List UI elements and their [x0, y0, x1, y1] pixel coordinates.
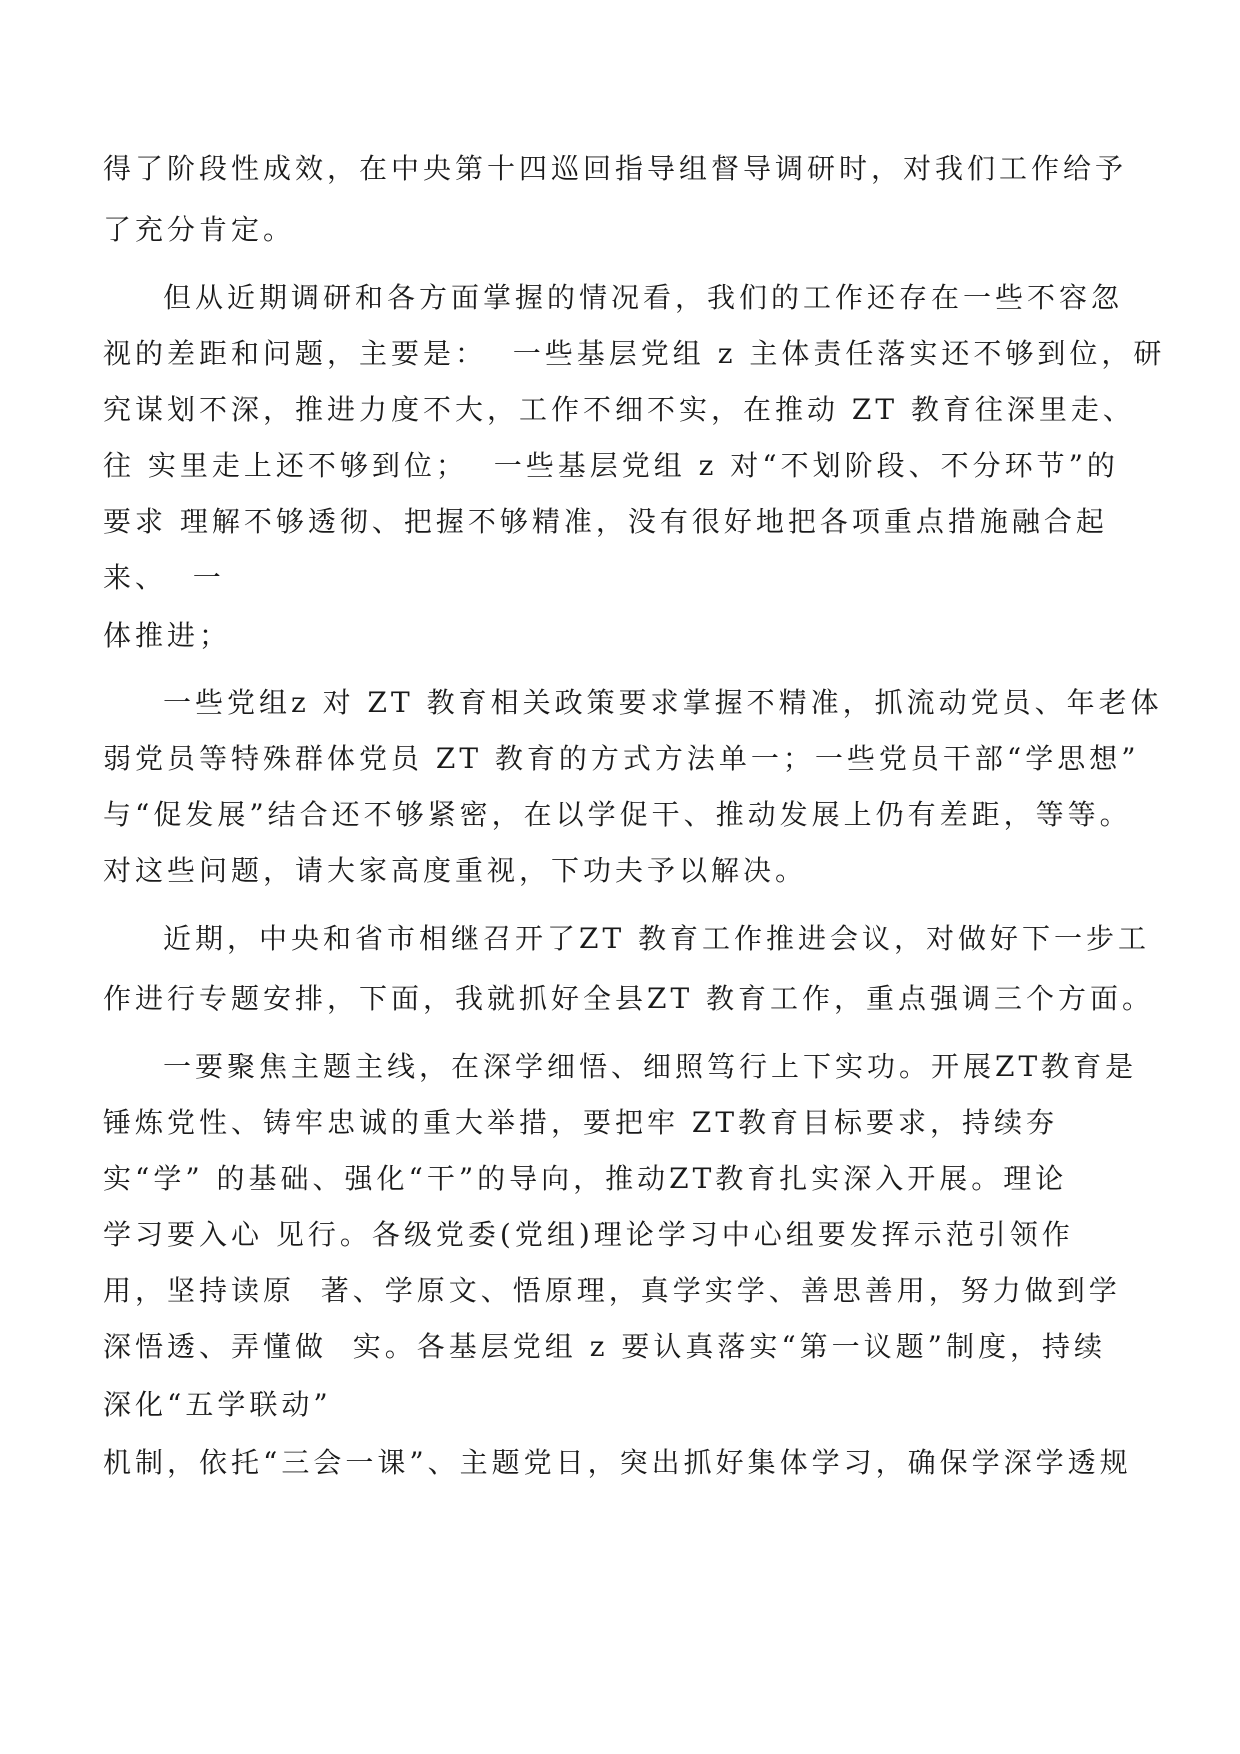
text-line: 深化“五学联动” [103, 1388, 332, 1421]
text-line: 往 实里走上还不够到位； 一些基层党组 z 对“不划阶段、不分环节”的 [103, 449, 1119, 482]
text-line: 究谋划不深，推进力度不大，工作不细不实，在推动 ZT 教育往深里走、 [103, 393, 1135, 426]
text-line: 作进行专题安排，下面，我就抓好全县ZT 教育工作，重点强调三个方面。 [103, 982, 1155, 1015]
text-line: 体推进； [103, 619, 232, 652]
text-line: 近期，中央和省市相继召开了ZT 教育工作推进会议，对做好下一步工 [163, 922, 1151, 955]
text-line: 实“学” 的基础、强化“干”的导向，推动ZT教育扎实深入开展。理论 [103, 1162, 1068, 1195]
text-line: 视的差距和问题，主要是： 一些基层党组 z 主体责任落实还不够到位，研 [103, 337, 1166, 370]
text-line: 对这些问题，请大家高度重视，下功夫予以解决。 [103, 854, 808, 887]
text-line: 得了阶段性成效，在中央第十四巡回指导组督导调研时，对我们工作给予 [103, 152, 1128, 185]
text-line: 学习要入心 见行。各级党委(党组)理论学习中心组要发挥示范引领作 [103, 1218, 1074, 1251]
text-line: 锤炼党性、铸牢忠诚的重大举措，要把牢 ZT教育目标要求，持续夯 [103, 1106, 1059, 1139]
text-line: 深悟透、弄懂做 实。各基层党组 z 要认真落实“第一议题”制度，持续 [103, 1330, 1106, 1363]
text-line: 弱党员等特殊群体党员 ZT 教育的方式方法单一；一些党员干部“学思想” [103, 742, 1140, 775]
text-line: 要求 理解不够透彻、把握不够精准，没有很好地把各项重点措施融合起 [103, 505, 1108, 538]
text-line: 但从近期调研和各方面掌握的情况看，我们的工作还存在一些不容忽 [163, 281, 1124, 314]
text-line: 了充分肯定。 [103, 213, 296, 246]
text-line: 机制，依托“三会一课”、主题党日，突出抓好集体学习，确保学深学透规 [103, 1446, 1132, 1479]
text-line: 与“促发展”结合还不够紧密，在以学促干、推动发展上仍有差距，等等。 [103, 798, 1132, 831]
text-line: 一些党组z 对 ZT 教育相关政策要求掌握不精准，抓流动党员、年老体 [163, 686, 1163, 719]
text-line: 一要聚焦主题主线，在深学细悟、细照笃行上下实功。开展ZT教育是 [163, 1050, 1138, 1083]
text-line: 用，坚持读原 著、学原文、悟原理，真学实学、善思善用，努力做到学 [103, 1274, 1121, 1307]
text-line: 来、 一 [103, 561, 225, 594]
